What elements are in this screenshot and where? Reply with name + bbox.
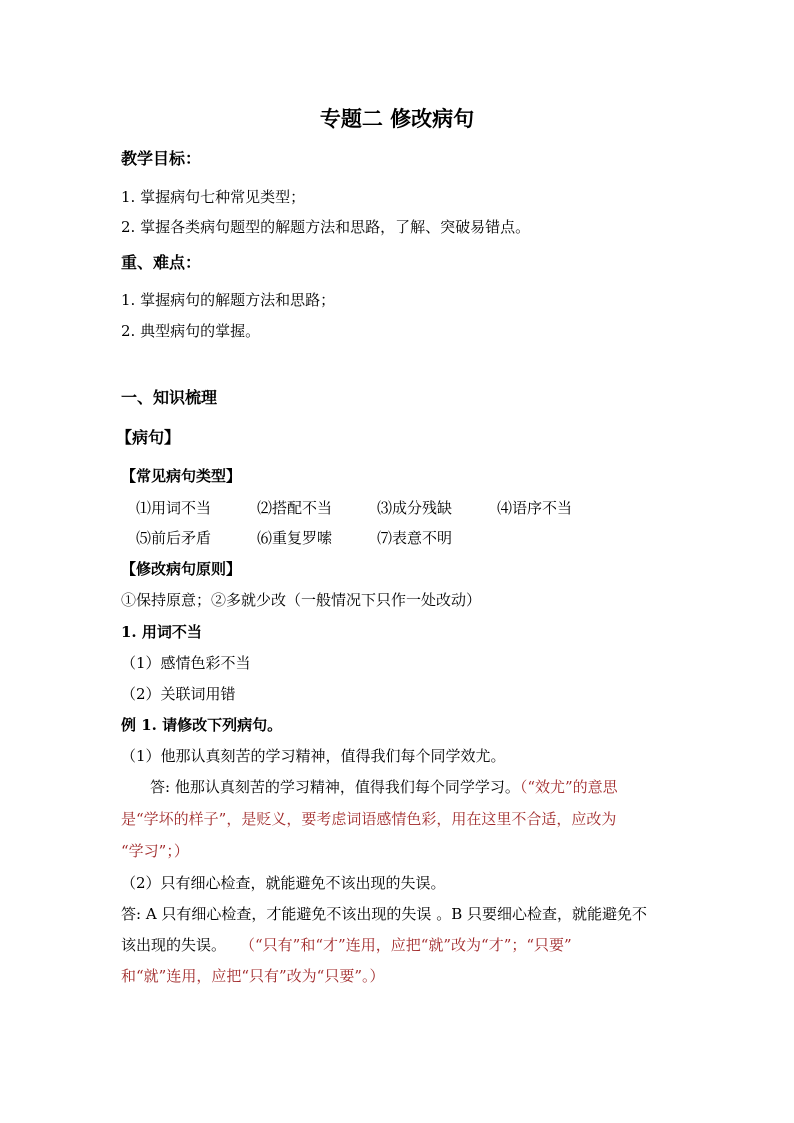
key-points-heading: 重、难点： <box>121 253 202 272</box>
page-title: 专题二 修改病句 <box>319 106 475 131</box>
example-answer-2-line-3: 和“就”连用，应把“只有”改为“只要”。） <box>121 967 385 985</box>
subsection-item-2: （2）关联词用错 <box>121 685 236 703</box>
example-heading: 例 1. 请修改下列病句。 <box>121 716 283 734</box>
objectives-heading: 教学目标： <box>121 149 202 168</box>
type-item-3: ⑶成分残缺 <box>377 499 453 517</box>
subsection-heading-word-usage: 1. 用词不当 <box>121 623 202 641</box>
example-answer-1-line-3: “学习”；） <box>121 842 189 860</box>
key-point-item-1: 1. 掌握病句的解题方法和思路； <box>121 291 336 309</box>
example-answer-2-text: 该出现的失误。 <box>121 936 227 954</box>
type-item-4: ⑷语序不当 <box>497 499 573 517</box>
type-item-2: ⑵搭配不当 <box>257 499 333 517</box>
objective-item-2: 2. 掌握各类病句题型的解题方法和思路，了解、突破易错点。 <box>121 218 531 236</box>
example-answer-1-line-2: 是“学坏的样子”，是贬义，要考虑词语感情色彩，用在这里不合适，应改为 <box>121 810 617 828</box>
type-item-7: ⑺表意不明 <box>377 529 453 547</box>
example-answer-1-note-start: （“效尤”的意思 <box>519 778 618 796</box>
key-point-item-2: 2. 典型病句的掌握。 <box>121 322 261 340</box>
objective-item-1: 1. 掌握病句七种常见类型； <box>121 188 306 206</box>
bracket-sick-sentence: 【病句】 <box>116 428 181 447</box>
section-heading-knowledge: 一、知识梳理 <box>121 388 218 407</box>
example-answer-1-text: 答: 他那认真刻苦的学习精神，值得我们每个同学学习。 <box>150 778 520 796</box>
example-question-2: （2）只有细心检查，就能避免不该出现的失误。 <box>121 874 446 892</box>
principle-text: ①保持原意；②多就少改（一般情况下只作一处改动） <box>121 591 482 609</box>
example-answer-2-line-1: 答: A 只有细心检查，才能避免不该出现的失误 。B 只要细心检查，就能避免不 <box>121 905 647 923</box>
example-answer-2-note-start: （“只有”和“才”连用，应把“就”改为“才”；“只要” <box>240 936 572 954</box>
subsection-item-1: （1）感情色彩不当 <box>121 654 251 672</box>
type-item-6: ⑹重复罗嗦 <box>257 529 333 547</box>
bracket-principle: 【修改病句原则】 <box>121 560 242 578</box>
type-item-5: ⑸前后矛盾 <box>136 529 212 547</box>
example-answer-1-line-1 <box>150 776 618 798</box>
bracket-common-types: 【常见病句类型】 <box>121 467 242 485</box>
example-question-1: （1）他那认真刻苦的学习精神，值得我们每个同学效尤。 <box>121 747 506 765</box>
type-item-1: ⑴用词不当 <box>136 499 212 517</box>
example-answer-2-line-2 <box>121 934 572 956</box>
